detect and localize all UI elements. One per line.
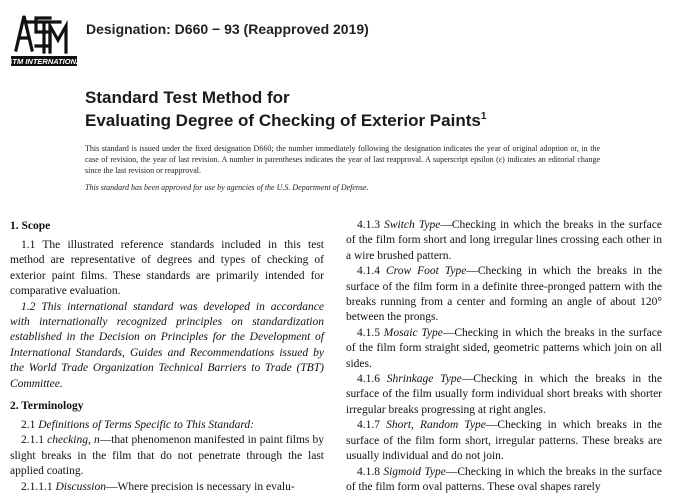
section-heading-terminology: 2. Terminology bbox=[10, 398, 324, 414]
paragraph-2-1-1-1: 2.1.1.1 Discussion—Where precision is necessary in evalu- bbox=[10, 480, 324, 495]
paragraph-2-1: 2.1 Definitions of Terms Specific to This Standard: bbox=[10, 418, 324, 433]
designation: Designation: D660 − 93 (Reapproved 2019) bbox=[86, 21, 369, 37]
paragraph-4-1-5: 4.1.5 Mosaic Type—Checking in which the breaks in the surface of the film form straight sided, geometric patterns which join on all sides. bbox=[346, 326, 662, 372]
endorsement-note: This standard has been approved for use by agencies of the U.S. Department of Defense. bbox=[85, 183, 600, 192]
astm-logo-caption: ASTM INTERNATIONAL bbox=[1, 57, 86, 66]
document-title bbox=[85, 88, 486, 130]
paragraph-4-1-6: 4.1.6 Shrinkage Type—Checking in which the breaks in the surface of the film usually form individual short breaks with shorter irregular breaks progressing at right angles. bbox=[346, 372, 662, 418]
title-line-1: Standard Test Method for bbox=[85, 88, 486, 107]
paragraph-2-1-1: 2.1.1 checking, n—that phenomenon manifested in paint films by slight breaks in the film that do not penetrate through the last applied coating. bbox=[10, 433, 324, 479]
paragraph-1-2: 1.2 This international standard was developed in accordance with internationally recognized principles on standardization established in the Decision on Principles for the Development of International Standards, Guides and Recommendations issued by the World Trade Organization Technical Barriers to Trade (TBT) Committee. bbox=[10, 300, 324, 392]
paragraph-4-1-4: 4.1.4 Crow Foot Type—Checking in which the breaks in the surface of the film form in a definite three-pronged pattern with the breaks running from a center and forming an angle of about 120° between the prongs. bbox=[346, 264, 662, 326]
title-line-2: Evaluating Degree of Checking of Exterior Paints$^1$ bbox=[85, 107, 486, 130]
paragraph-4-1-3: 4.1.3 Switch Type—Checking in which the breaks in the surface of the film form short and long irregular lines crossing each other in a wire brushed pattern. bbox=[346, 218, 662, 264]
title-footnote-mark: 1 bbox=[481, 111, 487, 122]
section-heading-scope: 1. Scope bbox=[10, 218, 324, 234]
right-column bbox=[346, 218, 662, 495]
paragraph-4-1-7: 4.1.7 Short, Random Type—Checking in which breaks in the surface of the film form short, irregular patterns. These breaks are usually individual and do not join. bbox=[346, 418, 662, 464]
astm-logo-mark bbox=[16, 16, 66, 52]
paragraph-1-1: 1.1 The illustrated reference standards included in this test method are representative of degrees and types of checking of exterior paint films. These standards are primarily intended for comparative evaluation. bbox=[10, 238, 324, 300]
astm-logo bbox=[10, 6, 78, 68]
standard-notice: This standard is issued under the fixed designation D660; the number immediately following the designation indicates the year of original adoption or, in the case of revision, the year of last revision. A number in parentheses indicates the year of last reapproval. A superscript epsilon (ε) indicates an editorial change since the last revision or reapproval. bbox=[85, 143, 600, 176]
paragraph-4-1-8: 4.1.8 Sigmoid Type—Checking in which the breaks in the surface of the film form oval patterns. These oval shapes rarely bbox=[346, 465, 662, 495]
left-column bbox=[10, 218, 324, 495]
